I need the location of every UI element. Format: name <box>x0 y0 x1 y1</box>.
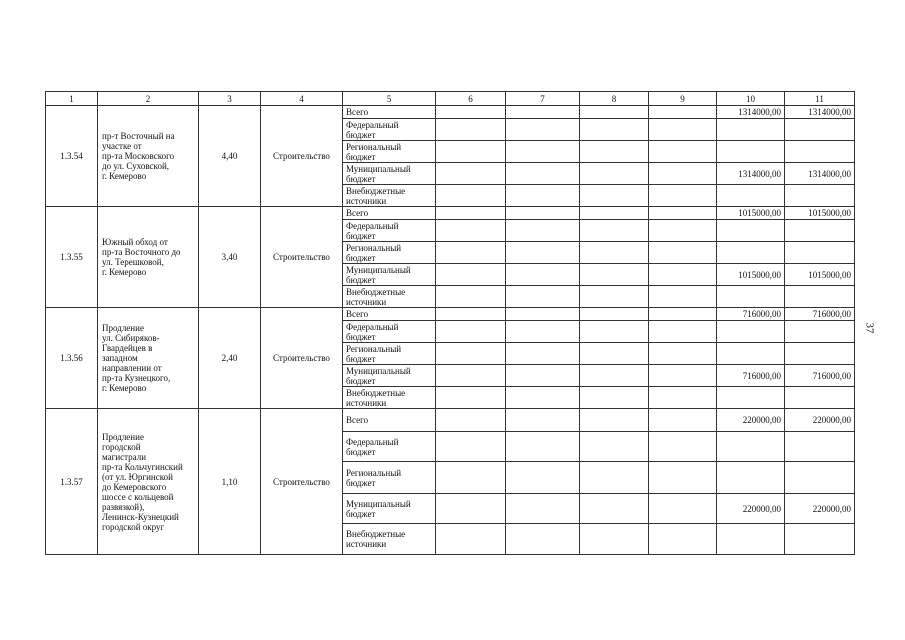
value-col-11 <box>785 286 855 308</box>
funding-source-line: Региональный <box>346 343 402 354</box>
funding-source-label <box>343 524 436 555</box>
funding-source-label <box>343 432 436 462</box>
value-col-11: 716000,00 <box>785 308 855 321</box>
funding-source-line: Федеральный <box>346 119 399 130</box>
funding-source-line: источники <box>346 195 387 206</box>
empty-cell-col-8 <box>580 343 649 365</box>
item-name-line: развязкой), <box>102 501 145 512</box>
item-name-line: пр-та Восточного до <box>102 247 181 257</box>
funding-source-line: бюджет <box>346 173 376 184</box>
empty-cell-col-8 <box>580 119 649 141</box>
item-name-line: Гвардейцев в <box>102 343 153 353</box>
value-col-11 <box>785 387 855 409</box>
empty-cell-col-8 <box>580 207 649 220</box>
item-name <box>98 106 199 207</box>
item-length: 3,40 <box>199 207 261 308</box>
column-header-2: 2 <box>98 92 199 106</box>
empty-cell-col-8 <box>580 185 649 207</box>
funding-source-label <box>343 220 436 242</box>
funding-source-line: Внебюджетные <box>346 185 406 196</box>
empty-cell-col-7 <box>506 207 580 220</box>
funding-source-line: Муниципальный <box>346 365 411 376</box>
empty-cell-col-9 <box>649 365 717 387</box>
item-name-line: пр-та Московского <box>102 151 175 161</box>
column-header-3: 3 <box>199 92 261 106</box>
value-col-11: 220000,00 <box>785 494 855 524</box>
empty-cell-col-7 <box>506 264 580 286</box>
value-col-10 <box>717 432 785 462</box>
empty-cell-col-7 <box>506 321 580 343</box>
value-col-10: 220000,00 <box>717 409 785 432</box>
item-name-line: г. Кемерово <box>102 171 147 181</box>
item-name-line: (от ул. Юргинской <box>102 471 173 482</box>
empty-cell-col-9 <box>649 220 717 242</box>
value-col-11 <box>785 343 855 365</box>
item-name-line: г. Кемерово <box>102 383 147 393</box>
item-name-line: ул. Терешковой, <box>102 257 164 267</box>
funding-source-line: Всего <box>346 415 369 425</box>
item-name <box>98 207 199 308</box>
item-name-line: до Кемеровского <box>102 481 167 492</box>
funding-source-line: источники <box>346 539 387 549</box>
funding-source-line: источники <box>346 397 387 408</box>
item-work-type: Строительство <box>261 207 343 308</box>
funding-source-line: Всего <box>346 107 369 117</box>
value-col-11 <box>785 141 855 163</box>
value-col-10 <box>717 462 785 494</box>
item-number: 1.3.54 <box>46 106 98 207</box>
item-name-line: западном <box>102 353 138 363</box>
empty-cell-col-7 <box>506 432 580 462</box>
column-header-11: 11 <box>785 92 855 106</box>
funding-source-label <box>343 207 436 220</box>
empty-cell-col-6 <box>436 207 506 220</box>
funding-source-line: Внебюджетные <box>346 387 406 398</box>
value-col-10 <box>717 119 785 141</box>
value-col-11 <box>785 321 855 343</box>
funding-source-line: источники <box>346 296 387 307</box>
funding-source-line: Региональный <box>346 242 402 253</box>
value-col-11 <box>785 220 855 242</box>
empty-cell-col-9 <box>649 286 717 308</box>
item-name-line: магистрали <box>102 451 147 462</box>
funding-source-line: Федеральный <box>346 321 399 332</box>
empty-cell-col-6 <box>436 264 506 286</box>
empty-cell-col-8 <box>580 387 649 409</box>
funding-source-label <box>343 264 436 286</box>
value-col-11 <box>785 242 855 264</box>
empty-cell-col-7 <box>506 286 580 308</box>
item-name-line: Ленинск-Кузнецкий <box>102 511 179 522</box>
empty-cell-col-8 <box>580 365 649 387</box>
empty-cell-col-6 <box>436 119 506 141</box>
empty-cell-col-6 <box>436 286 506 308</box>
item-name <box>98 308 199 409</box>
funding-source-line: Региональный <box>346 467 402 478</box>
funding-source-line: бюджет <box>346 230 376 241</box>
empty-cell-col-6 <box>436 321 506 343</box>
column-header-8: 8 <box>580 92 649 106</box>
table-body <box>46 92 855 555</box>
empty-cell-col-7 <box>506 343 580 365</box>
value-col-10: 1314000,00 <box>717 163 785 185</box>
item-name-line: до ул. Суховской, <box>102 161 170 171</box>
item-name-line: пр-та Кольчугинский <box>102 461 183 472</box>
funding-source-line: Региональный <box>346 141 402 152</box>
funding-source-line: Муниципальный <box>346 163 411 174</box>
value-col-10 <box>717 286 785 308</box>
value-col-11 <box>785 432 855 462</box>
empty-cell-col-9 <box>649 242 717 264</box>
column-header-4: 4 <box>261 92 343 106</box>
value-col-11: 716000,00 <box>785 365 855 387</box>
funding-source-label <box>343 321 436 343</box>
item-name-line: г. Кемерово <box>102 267 147 277</box>
funding-source-line: бюджет <box>346 477 376 488</box>
value-col-11: 1314000,00 <box>785 106 855 119</box>
empty-cell-col-8 <box>580 321 649 343</box>
empty-cell-col-7 <box>506 462 580 494</box>
item-name-line: пр-т Восточный на <box>102 131 175 141</box>
empty-cell-col-9 <box>649 343 717 365</box>
empty-cell-col-8 <box>580 524 649 555</box>
empty-cell-col-9 <box>649 207 717 220</box>
empty-cell-col-8 <box>580 264 649 286</box>
empty-cell-col-9 <box>649 185 717 207</box>
empty-cell-col-6 <box>436 106 506 119</box>
empty-cell-col-9 <box>649 432 717 462</box>
empty-cell-col-7 <box>506 308 580 321</box>
item-length: 2,40 <box>199 308 261 409</box>
empty-cell-col-8 <box>580 432 649 462</box>
item-name-line: городской округ <box>102 521 165 532</box>
funding-source-label <box>343 119 436 141</box>
item-number: 1.3.55 <box>46 207 98 308</box>
funding-source-label <box>343 163 436 185</box>
empty-cell-col-8 <box>580 409 649 432</box>
funding-source-line: Всего <box>346 309 369 319</box>
funding-source-label <box>343 286 436 308</box>
value-col-10 <box>717 321 785 343</box>
empty-cell-col-6 <box>436 343 506 365</box>
item-name-line: городской <box>102 441 141 452</box>
empty-cell-col-8 <box>580 141 649 163</box>
empty-cell-col-7 <box>506 163 580 185</box>
funding-source-line: бюджет <box>346 129 376 140</box>
empty-cell-col-6 <box>436 220 506 242</box>
empty-cell-col-7 <box>506 141 580 163</box>
funding-source-line: Федеральный <box>346 220 399 231</box>
value-col-10: 220000,00 <box>717 494 785 524</box>
empty-cell-col-6 <box>436 242 506 264</box>
empty-cell-col-9 <box>649 264 717 286</box>
funding-source-line: бюджет <box>346 375 376 386</box>
empty-cell-col-8 <box>580 242 649 264</box>
empty-cell-col-9 <box>649 163 717 185</box>
empty-cell-col-8 <box>580 308 649 321</box>
empty-cell-col-6 <box>436 365 506 387</box>
funding-source-line: бюджет <box>346 151 376 162</box>
funding-source-line: бюджет <box>346 353 376 364</box>
empty-cell-col-6 <box>436 409 506 432</box>
funding-source-label <box>343 106 436 119</box>
empty-cell-col-6 <box>436 462 506 494</box>
funding-source-line: Внебюджетные <box>346 529 406 539</box>
funding-source-line: Муниципальный <box>346 498 411 509</box>
value-col-10 <box>717 185 785 207</box>
empty-cell-col-6 <box>436 141 506 163</box>
table-row <box>46 207 855 220</box>
funding-source-label <box>343 494 436 524</box>
value-col-11: 1314000,00 <box>785 163 855 185</box>
column-header-6: 6 <box>436 92 506 106</box>
funding-source-label <box>343 308 436 321</box>
empty-cell-col-8 <box>580 106 649 119</box>
item-length: 4,40 <box>199 106 261 207</box>
funding-source-line: Муниципальный <box>346 264 411 275</box>
column-header-1: 1 <box>46 92 98 106</box>
empty-cell-col-9 <box>649 141 717 163</box>
budget-table <box>45 91 855 555</box>
empty-cell-col-9 <box>649 462 717 494</box>
empty-cell-col-6 <box>436 524 506 555</box>
item-name-line: пр-та Кузнецкого, <box>102 373 171 383</box>
empty-cell-col-7 <box>506 387 580 409</box>
funding-source-label <box>343 141 436 163</box>
empty-cell-col-9 <box>649 308 717 321</box>
empty-cell-col-8 <box>580 163 649 185</box>
column-number-header-row <box>46 92 855 106</box>
item-name-line: Продление <box>102 431 144 442</box>
funding-source-line: Внебюджетные <box>346 286 406 297</box>
funding-source-label <box>343 409 436 432</box>
funding-source-label <box>343 462 436 494</box>
item-name-line: Южный обход от <box>102 237 168 247</box>
empty-cell-col-9 <box>649 524 717 555</box>
value-col-11 <box>785 119 855 141</box>
column-header-10: 10 <box>717 92 785 106</box>
empty-cell-col-6 <box>436 185 506 207</box>
value-col-10 <box>717 242 785 264</box>
funding-source-line: бюджет <box>346 274 376 285</box>
empty-cell-col-7 <box>506 119 580 141</box>
funding-source-line: бюджет <box>346 446 376 457</box>
item-name-line: направлении от <box>102 363 162 373</box>
empty-cell-col-7 <box>506 185 580 207</box>
funding-source-label <box>343 387 436 409</box>
empty-cell-col-7 <box>506 524 580 555</box>
value-col-10 <box>717 387 785 409</box>
column-header-9: 9 <box>649 92 717 106</box>
item-number: 1.3.57 <box>46 409 98 555</box>
empty-cell-col-7 <box>506 409 580 432</box>
funding-source-line: бюджет <box>346 331 376 342</box>
page-number: 37 <box>863 322 876 334</box>
table-row <box>46 308 855 321</box>
funding-source-line: Всего <box>346 208 369 218</box>
empty-cell-col-7 <box>506 365 580 387</box>
empty-cell-col-6 <box>436 163 506 185</box>
empty-cell-col-9 <box>649 387 717 409</box>
value-col-11 <box>785 185 855 207</box>
item-name <box>98 409 199 555</box>
value-col-10 <box>717 141 785 163</box>
funding-source-label <box>343 242 436 264</box>
empty-cell-col-7 <box>506 106 580 119</box>
column-header-7: 7 <box>506 92 580 106</box>
funding-source-label <box>343 185 436 207</box>
value-col-10 <box>717 220 785 242</box>
value-col-11 <box>785 524 855 555</box>
empty-cell-col-8 <box>580 494 649 524</box>
value-col-10 <box>717 343 785 365</box>
value-col-10: 716000,00 <box>717 365 785 387</box>
empty-cell-col-9 <box>649 321 717 343</box>
funding-source-line: бюджет <box>346 508 376 519</box>
empty-cell-col-8 <box>580 220 649 242</box>
empty-cell-col-9 <box>649 409 717 432</box>
item-number: 1.3.56 <box>46 308 98 409</box>
item-work-type: Строительство <box>261 106 343 207</box>
empty-cell-col-9 <box>649 119 717 141</box>
empty-cell-col-6 <box>436 494 506 524</box>
table-row <box>46 106 855 119</box>
empty-cell-col-7 <box>506 242 580 264</box>
empty-cell-col-6 <box>436 432 506 462</box>
column-header-5: 5 <box>343 92 436 106</box>
value-col-11 <box>785 462 855 494</box>
value-col-10: 1314000,00 <box>717 106 785 119</box>
empty-cell-col-6 <box>436 387 506 409</box>
table-row <box>46 409 855 432</box>
value-col-10 <box>717 524 785 555</box>
empty-cell-col-8 <box>580 286 649 308</box>
value-col-10: 716000,00 <box>717 308 785 321</box>
empty-cell-col-9 <box>649 106 717 119</box>
item-work-type: Строительство <box>261 409 343 555</box>
value-col-11: 220000,00 <box>785 409 855 432</box>
empty-cell-col-6 <box>436 308 506 321</box>
funding-source-label <box>343 343 436 365</box>
empty-cell-col-7 <box>506 494 580 524</box>
value-col-11: 1015000,00 <box>785 207 855 220</box>
item-name-line: участке от <box>102 141 142 151</box>
value-col-11: 1015000,00 <box>785 264 855 286</box>
value-col-10: 1015000,00 <box>717 207 785 220</box>
empty-cell-col-9 <box>649 494 717 524</box>
empty-cell-col-8 <box>580 462 649 494</box>
item-work-type: Строительство <box>261 308 343 409</box>
funding-source-label <box>343 365 436 387</box>
item-name-line: шоссе с кольцевой <box>102 491 174 502</box>
funding-source-line: бюджет <box>346 252 376 263</box>
funding-source-line: Федеральный <box>346 436 399 447</box>
item-name-line: Продление <box>102 323 144 333</box>
value-col-10: 1015000,00 <box>717 264 785 286</box>
item-length: 1,10 <box>199 409 261 555</box>
empty-cell-col-7 <box>506 220 580 242</box>
item-name-line: ул. Сибиряков- <box>102 333 160 343</box>
